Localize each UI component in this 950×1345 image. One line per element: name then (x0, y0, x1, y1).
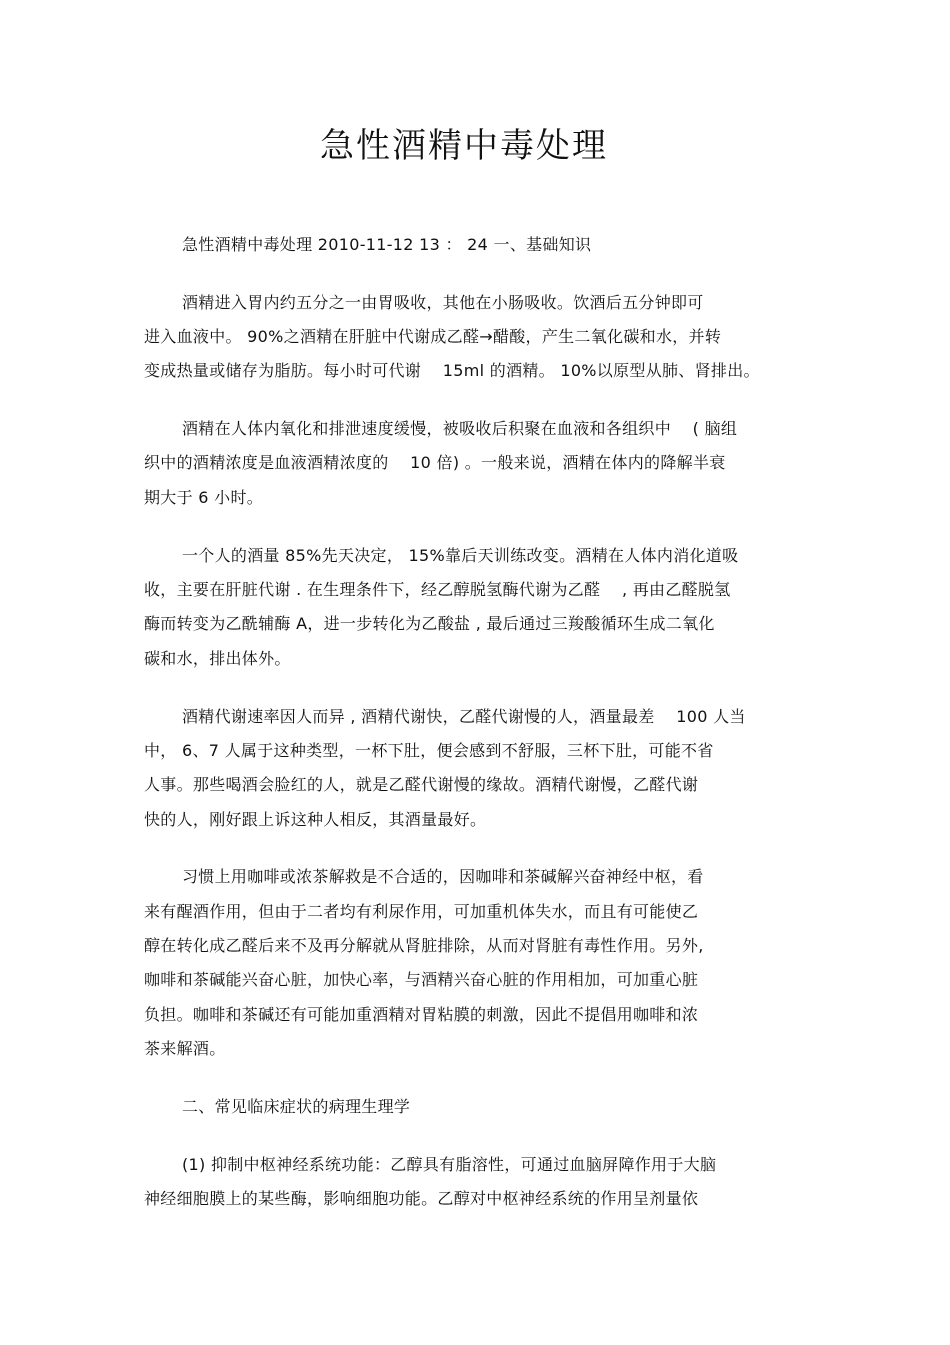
paragraph-line: 酒精进入胃内约五分之一由胃吸收，其他在小肠吸收。饮酒后五分钟即可 (182, 293, 704, 312)
paragraph-line: 碳和水，排出体外。 (144, 649, 291, 668)
paragraph-line: 神经细胞膜上的某些酶，影响细胞功能。乙醇对中枢神经系统的作用呈剂量依 (144, 1189, 699, 1208)
paragraph-line: (1) 抑制中枢神经系统功能：乙醇具有脂溶性，可通过血脑屏障作用于大脑 (182, 1155, 717, 1174)
paragraph-line: 人事。那些喝酒会脸红的人，就是乙醛代谢慢的缘故。酒精代谢慢，乙醛代谢 (144, 775, 699, 794)
paragraph-line: 咖啡和茶碱能兴奋心脏，加快心率，与酒精兴奋心脏的作用相加，可加重心脏 (144, 970, 699, 989)
paragraph-line: 酒精在人体内氧化和排泄速度缓慢，被吸收后积聚在血液和各组织中 ( 脑组 (182, 419, 738, 438)
document-title: 急性酒精中毒处理 (320, 126, 608, 166)
paragraph-line: 负担。咖啡和茶碱还有可能加重酒精对胃粘膜的刺激，因此不提倡用咖啡和浓 (144, 1005, 699, 1024)
paragraph-line: 急性酒精中毒处理 2010-11-12 13 ： 24 一、基础知识 (182, 235, 592, 254)
paragraph-line: 织中的酒精浓度是血液酒精浓度的 10 倍) 。一般来说，酒精在体内的降解半衰 (144, 453, 726, 472)
paragraph-line: 一个人的酒量 85%先天决定， 15%靠后天训练改变。酒精在人体内消化道吸 (182, 546, 739, 565)
paragraph-line: 茶来解酒。 (144, 1039, 226, 1058)
section-heading-text: 二、常见临床症状的病理生理学 (182, 1097, 411, 1116)
paragraph-line: 醇在转化成乙醛后来不及再分解就从肾脏排除，从而对肾脏有毒性作用。另外, (144, 936, 704, 955)
paragraph-line: 中， 6、7 人属于这种类型，一杯下肚，便会感到不舒服，三杯下肚，可能不省 (144, 741, 714, 760)
paragraph-line: 快的人，刚好跟上诉这种人相反，其酒量最好。 (144, 810, 487, 829)
paragraph-line: 收，主要在肝脏代谢 . 在生理条件下，经乙醇脱氢酶代谢为乙醛 , 再由乙醛脱氢 (144, 580, 731, 599)
paragraph-line: 进入血液中。 90%之酒精在肝脏中代谢成乙醛→醋酸，产生二氧化碳和水，并转 (144, 327, 722, 346)
paragraph-line: 期大于 6 小时。 (144, 488, 264, 507)
paragraph-line: 变成热量或储存为脂肪。每小时可代谢 15ml 的酒精。 10%以原型从肺、肾排出。 (144, 361, 760, 380)
paragraph-line: 习惯上用咖啡或浓茶解救是不合适的，因咖啡和茶碱解兴奋神经中枢，看 (182, 867, 704, 886)
paragraph-line: 酶而转变为乙酰辅酶 A，进一步转化为乙酸盐 , 最后通过三羧酸循环生成二氧化 (144, 614, 715, 633)
paragraph-line: 酒精代谢速率因人而异 , 酒精代谢快，乙醛代谢慢的人，酒量最差 100 人当 (182, 707, 746, 726)
paragraph-line: 来有醒酒作用，但由于二者均有利尿作用，可加重机体失水，而且有可能使乙 (144, 902, 699, 921)
